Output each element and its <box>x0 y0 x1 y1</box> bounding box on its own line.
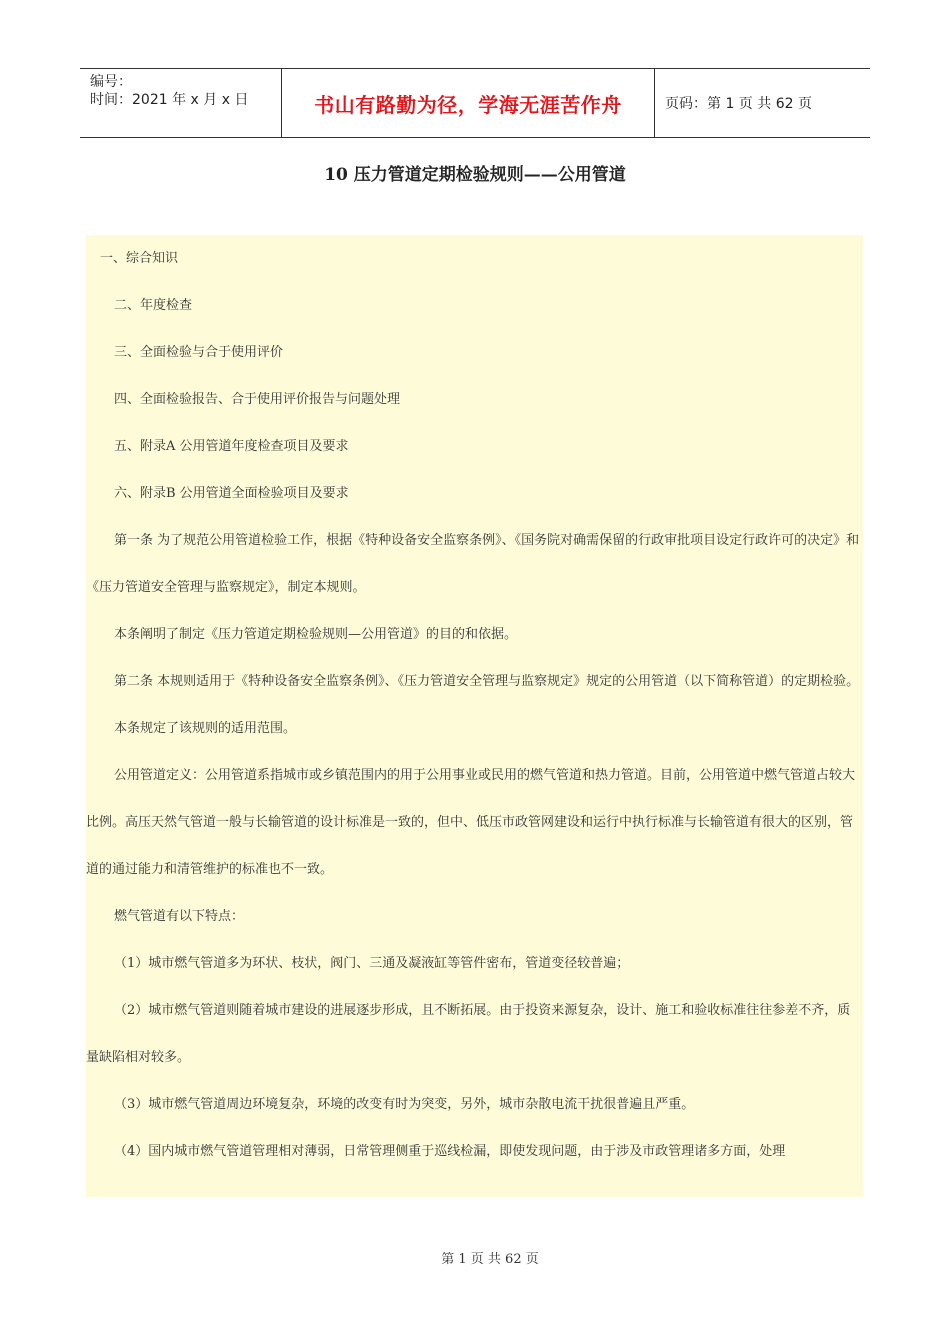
toc-item: 六、附录B 公用管道全面检验项目及要求 <box>114 486 349 501</box>
list-item: （4）国内城市燃气管道管理相对薄弱，日常管理侧重于巡线检漏，即使发现问题，由于涉及市政管理诸多方面，处理 <box>114 1144 786 1159</box>
body-paragraph: 公用管道定义：公用管道系指城市或乡镇范围内的用于公用事业或民用的燃气管道和热力管道。目前，公用管道中燃气管道占较大比例。高压天然气管道一般与长输管道的设计标准是一致的，但中、低压市政管网建设和运行中执行标准与长输管道有很大的区别，管道的通过能力和清管维护的标准也不一致。 <box>86 768 856 877</box>
body-paragraph: 燃气管道有以下特点： <box>114 909 245 924</box>
page-footer: 第 1 页 共 62 页 <box>441 1252 539 1267</box>
document-number-label: 编号： <box>90 74 132 90</box>
header-table <box>80 68 870 138</box>
body-paragraph: 本条规定了该规则的适用范围。 <box>114 721 297 736</box>
body-paragraph: 本条阐明了制定《压力管道定期检验规则—公用管道》的目的和依据。 <box>114 627 518 642</box>
document-body <box>86 235 863 1197</box>
body-paragraph: 第二条 本规则适用于《特种设备安全监察条例》、《压力管道安全管理与监察规定》规定的公用管道（以下简称管道）的定期检验。 <box>114 674 860 689</box>
body-paragraph: 第一条 为了规范公用管道检验工作，根据《特种设备安全监察条例》、《国务院对确需保留的行政审批项目设定行政许可的决定》和《压力管道安全管理与监察规定》，制定本规则。 <box>86 533 860 595</box>
toc-item: 五、附录A 公用管道年度检查项目及要求 <box>114 439 349 454</box>
header-slogan: 书山有路勤为径，学海无涯苦作舟 <box>282 69 655 137</box>
toc-item: 三、全面检验与合于使用评价 <box>114 345 284 360</box>
header-page-info: 页码：第 1 页 共 62 页 <box>665 96 812 112</box>
document-title: 10 压力管道定期检验规则——公用管道 <box>324 165 626 185</box>
document-date: 时间：2021 年 x 月 x 日 <box>90 92 249 108</box>
header-meta <box>80 69 282 137</box>
toc-item: 一、综合知识 <box>100 251 179 266</box>
list-item: （1）城市燃气管道多为环状、枝状，阀门、三通及凝液缸等管件密布，管道变径较普遍； <box>114 956 630 971</box>
toc-item: 四、全面检验报告、合于使用评价报告与问题处理 <box>114 392 401 407</box>
toc-item: 二、年度检查 <box>114 298 193 313</box>
list-item: （3）城市燃气管道周边环境复杂，环境的改变有时为突变，另外，城市杂散电流干扰很普遍且严重。 <box>114 1097 695 1112</box>
list-item: （2）城市燃气管道则随着城市建设的进展逐步形成，且不断拓展。由于投资来源复杂，设计、施工和验收标准往往参差不齐，质量缺陷相对较多。 <box>86 1003 851 1065</box>
